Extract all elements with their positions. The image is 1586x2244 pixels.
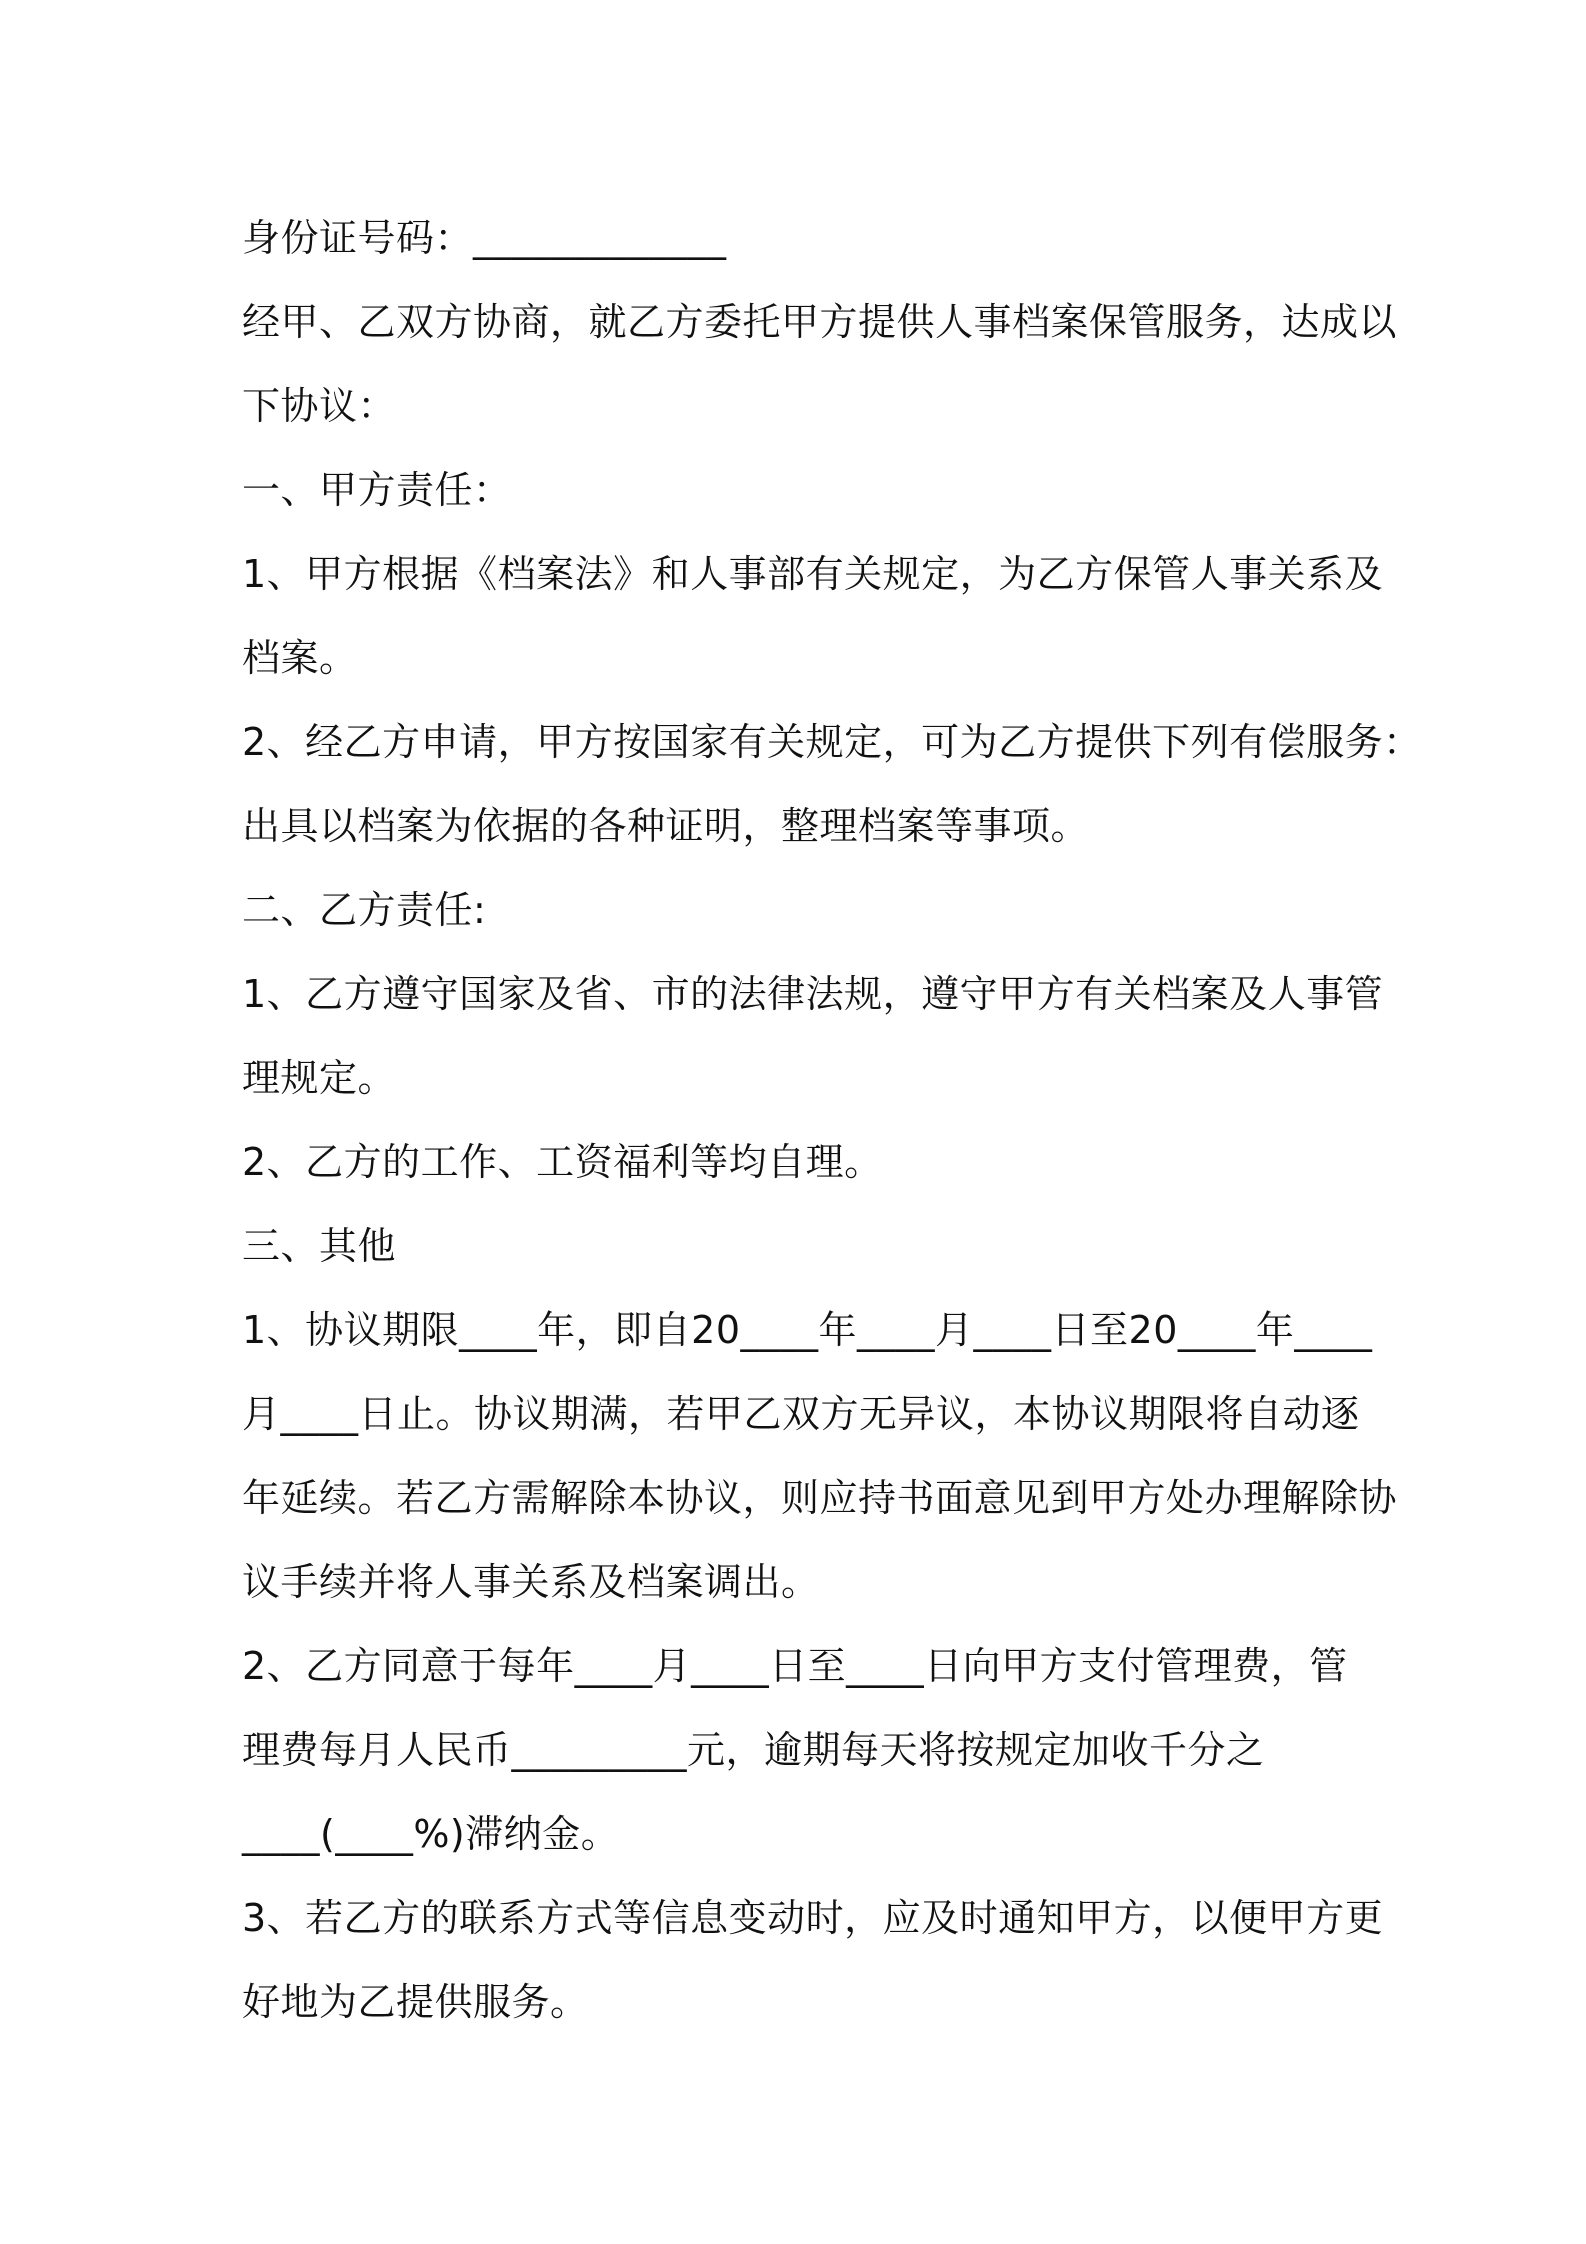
clause-c3-line: 3、若乙方的联系方式等信息变动时，应及时通知甲方，以便甲方更 <box>242 1896 1384 1940</box>
section-heading-party-b: 二、乙方责任: <box>242 888 487 932</box>
clause-c1-line: 年延续。若乙方需解除本协议，则应持书面意见到甲方处办理解除协 <box>242 1476 1398 1520</box>
clause-c1-line: 1、协议期限____年，即自20____年____月____日至20____年____ <box>242 1308 1373 1352</box>
clause-c1-line: 议手续并将人事关系及档案调出。 <box>242 1560 820 1604</box>
intro-paragraph-line: 经甲、乙双方协商，就乙方委托甲方提供人事档案保管服务，达成以 <box>242 300 1398 344</box>
section-heading-other: 三、其他 <box>242 1224 397 1268</box>
clause-c1-line: 月____日止。协议期满，若甲乙双方无异议，本协议期限将自动逐 <box>242 1392 1360 1436</box>
clause-a1-line: 1、甲方根据《档案法》和人事部有关规定，为乙方保管人事关系及 <box>242 552 1384 596</box>
clause-c3-line: 好地为乙提供服务。 <box>242 1980 589 2024</box>
clause-b1-line: 理规定。 <box>242 1056 397 1100</box>
clause-c2-line: 理费每月人民币_________元，逾期每天将按规定加收千分之 <box>242 1728 1265 1772</box>
intro-paragraph-line: 下协议： <box>242 384 397 428</box>
clause-a2-line: 出具以档案为依据的各种证明，整理档案等事项。 <box>242 804 1090 848</box>
id-number-line: 身份证号码：_____________ <box>242 216 727 260</box>
document-body <box>242 196 1422 2044</box>
clause-c2-line: 2、乙方同意于每年____月____日至____日向甲方支付管理费，管 <box>242 1644 1348 1688</box>
clause-a2-line: 2、经乙方申请，甲方按国家有关规定，可为乙方提供下列有偿服务： <box>242 720 1422 764</box>
section-heading-party-a: 一、甲方责任： <box>242 468 512 512</box>
clause-b2-line: 2、乙方的工作、工资福利等均自理。 <box>242 1140 883 1184</box>
clause-b1-line: 1、乙方遵守国家及省、市的法律法规，遵守甲方有关档案及人事管 <box>242 972 1384 1016</box>
clause-c2-line: ____(____%)滞纳金。 <box>242 1812 620 1856</box>
clause-a1-line: 档案。 <box>242 636 358 680</box>
